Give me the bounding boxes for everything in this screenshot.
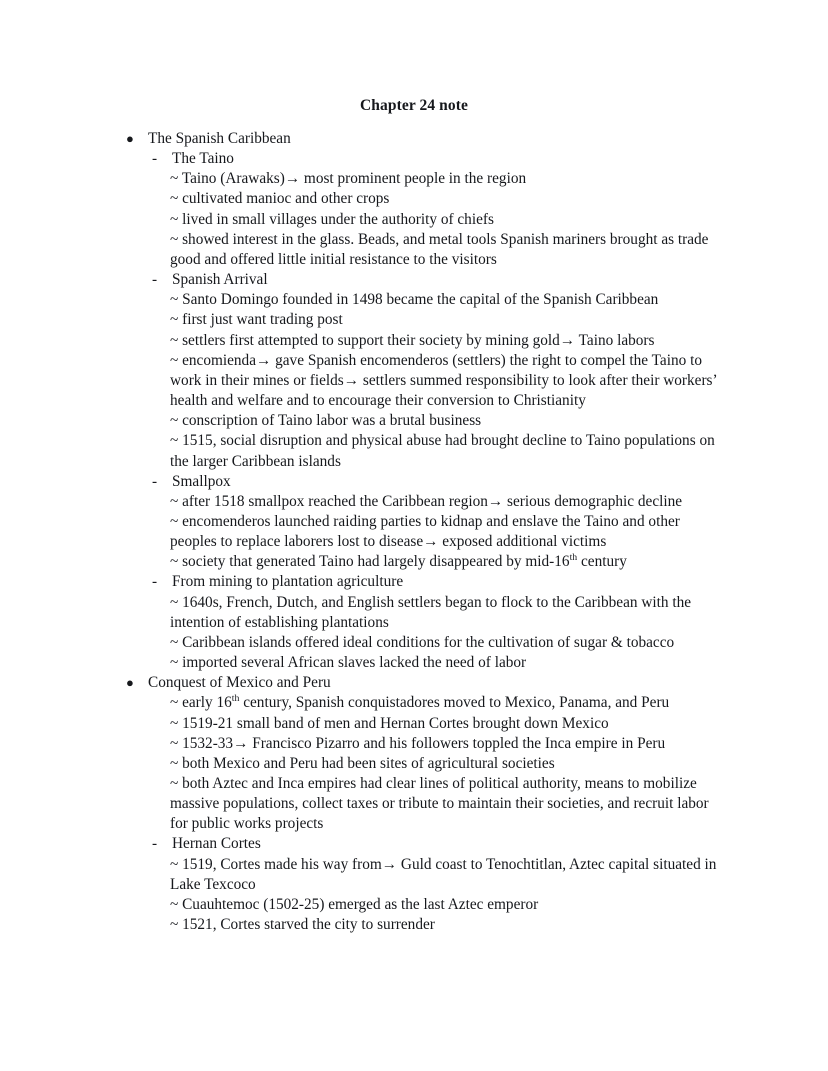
outline-note-line (0, 593, 828, 633)
outline-note-line (0, 169, 828, 189)
dash-marker-icon: - (152, 472, 158, 490)
outline-item-label: The Spanish Caribbean (148, 130, 291, 147)
outline-dash-item (0, 834, 828, 854)
outline-item-label: ~ first just want trading post (170, 311, 343, 329)
outline-note-line (0, 855, 828, 895)
outline-note-line (0, 492, 828, 512)
notes-outline (0, 129, 828, 935)
outline-item-label: ~ 1519-21 small band of men and Hernan Cortes brought down Mexico (170, 714, 609, 732)
outline-item-label: ~ 1640s, French, Dutch, and English settlers began to flock to the Caribbean with the intention of establishing plantations (170, 593, 692, 631)
outline-item-label: ~ Cuauhtemoc (1502-25) emerged as the last Aztec emperor (170, 895, 539, 913)
outline-item-label: ~ encomienda→ gave Spanish encomenderos (settlers) the right to compel the Taino to work in their mines or fields→ settlers summed responsibility to look after their workers’ health and welfare and to encourage their conversion to Christianity (170, 351, 717, 410)
outline-note-line (0, 189, 828, 209)
outline-note-line (0, 512, 828, 552)
outline-item-label: ~ after 1518 smallpox reached the Caribbean region→ serious demographic decline (170, 492, 683, 510)
outline-item-label: ~ lived in small villages under the authority of chiefs (170, 210, 494, 228)
outline-note-line (0, 351, 828, 411)
outline-item-label: The Taino (172, 150, 234, 168)
outline-note-line (0, 754, 828, 774)
outline-note-line (0, 714, 828, 734)
outline-item-label: Spanish Arrival (172, 271, 268, 289)
outline-item-label: Conquest of Mexico and Peru (148, 674, 331, 692)
outline-bullet-item (0, 673, 828, 693)
outline-item-label: ~ both Aztec and Inca empires had clear lines of political authority, means to mobilize massive populations, collect taxes or tribute to maintain their societies, and recruit labor for public works projects (170, 775, 709, 833)
bullet-marker-icon: ● (126, 131, 134, 146)
outline-item-label: ~ encomenderos launched raiding parties to kidnap and enslave the Taino and other peoples to replace laborers lost to disease→ exposed additional victims (170, 512, 680, 551)
outline-item-label: ~ both Mexico and Peru had been sites of agricultural societies (170, 754, 555, 772)
dash-marker-icon: - (152, 150, 158, 168)
outline-item-label: ~ Santo Domingo founded in 1498 became the capital of the Spanish Caribbean (170, 291, 659, 309)
outline-note-line (0, 633, 828, 653)
outline-item-label: ~ settlers first attempted to support their society by mining gold→ Taino labors (170, 331, 655, 349)
page-title: Chapter 24 note (360, 97, 468, 114)
outline-dash-item (0, 572, 828, 592)
outline-note-line (0, 210, 828, 230)
outline-item-label: ~ conscription of Taino labor was a brutal business (170, 412, 482, 430)
outline-note-line (0, 693, 828, 713)
outline-note-line (0, 310, 828, 330)
outline-dash-item (0, 149, 828, 169)
outline-item-label: ~ cultivated manioc and other crops (170, 190, 390, 208)
dash-marker-icon: - (152, 271, 158, 289)
outline-item-label: Smallpox (172, 472, 231, 490)
outline-note-line (0, 734, 828, 754)
outline-bullet-item (0, 129, 828, 149)
outline-note-line (0, 552, 828, 572)
dash-marker-icon: - (152, 573, 158, 591)
outline-item-label: ~ early 16th century, Spanish conquistadores moved to Mexico, Panama, and Peru (170, 693, 670, 712)
outline-item-label: ~ 1532-33→ Francisco Pizarro and his followers toppled the Inca empire in Peru (170, 734, 666, 752)
outline-note-line (0, 331, 828, 351)
outline-note-line (0, 774, 828, 834)
outline-dash-item (0, 270, 828, 290)
outline-item-label: ~ 1519, Cortes made his way from→ Guld coast to Tenochtitlan, Aztec capital situated in Lake Texcoco (170, 855, 717, 893)
outline-item-label: ~ Taino (Arawaks)→ most prominent people in the region (170, 170, 527, 188)
outline-dash-item (0, 472, 828, 492)
outline-item-label: ~ 1515, social disruption and physical abuse had brought decline to Taino populations on the larger Caribbean islands (170, 432, 715, 470)
outline-note-line (0, 915, 828, 935)
outline-item-label: ~ showed interest in the glass. Beads, and metal tools Spanish mariners brought as trade good and offered little initial resistance to the visitors (170, 230, 709, 268)
outline-note-line (0, 653, 828, 673)
outline-item-label: ~ society that generated Taino had largely disappeared by mid-16th century (170, 552, 627, 571)
dash-marker-icon: - (152, 835, 158, 853)
outline-item-label: ~ imported several African slaves lacked the need of labor (170, 654, 527, 672)
outline-item-label: Hernan Cortes (172, 835, 261, 853)
outline-note-line (0, 411, 828, 431)
outline-note-line (0, 290, 828, 310)
outline-item-label: ~ 1521, Cortes starved the city to surrender (170, 916, 435, 934)
outline-note-line (0, 431, 828, 471)
outline-item-label: ~ Caribbean islands offered ideal conditions for the cultivation of sugar & tobacco (170, 633, 675, 651)
bullet-marker-icon: ● (126, 675, 134, 691)
outline-note-line (0, 895, 828, 915)
outline-item-label: From mining to plantation agriculture (172, 573, 404, 591)
outline-note-line (0, 230, 828, 270)
